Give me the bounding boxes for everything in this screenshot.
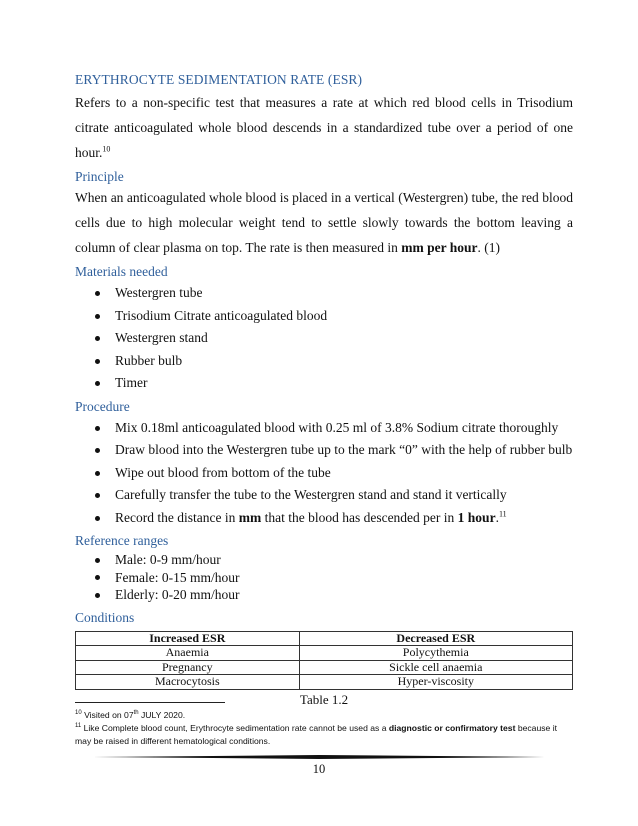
table-cell: Sickle cell anaemia: [299, 660, 572, 675]
procedure-heading: Procedure: [75, 398, 130, 414]
table-cell: Macrocytosis: [76, 675, 300, 690]
footer-divider: [93, 755, 545, 759]
list-item: Mix 0.18ml anticoagulated blood with 0.25 ml of 3.8% Sodium citrate thoroughly: [75, 417, 573, 440]
page-content: [75, 72, 573, 708]
footnotes: [75, 709, 570, 748]
procedure-last-t2: that the blood has descended per in: [261, 509, 458, 525]
list-item: Trisodium Citrate anticoagulated blood: [75, 305, 573, 328]
list-item: Female: 0-15 mm/hour: [75, 569, 573, 587]
principle-bold: mm per hour: [401, 240, 478, 255]
list-item: Timer: [75, 372, 573, 395]
conditions-table: [75, 631, 573, 690]
footnote-ref-11[interactable]: 11: [498, 509, 507, 518]
list-item: Wipe out blood from bottom of the tube: [75, 462, 573, 485]
procedure-list: [75, 417, 573, 530]
list-item: Carefully transfer the tube to the Westergren stand and stand it vertically: [75, 484, 573, 507]
list-item: Westergren tube: [75, 282, 573, 305]
list-item: Male: 0-9 mm/hour: [75, 551, 573, 569]
table-cell: Anaemia: [76, 646, 300, 661]
materials-heading: Materials needed: [75, 264, 168, 279]
footnote-text: Like Complete blood count, Erythrocyte sedimentation rate cannot be used as a: [81, 723, 389, 733]
principle-paragraph: [75, 185, 573, 260]
table-cell: Polycythemia: [299, 646, 572, 661]
procedure-last-t3: .: [495, 509, 499, 525]
footnote-11: [75, 722, 570, 748]
materials-list: [75, 282, 573, 395]
list-item: Elderly: 0-20 mm/hour: [75, 586, 573, 604]
reference-ranges-heading: Reference ranges: [75, 533, 169, 548]
intro-paragraph: [75, 90, 573, 165]
table-row: [76, 675, 573, 690]
page-number: 10: [312, 762, 326, 776]
footnote-10: [75, 709, 570, 722]
table-header-row: [76, 631, 573, 646]
table-header-decreased: Decreased ESR: [299, 631, 572, 646]
table-cell: Pregnancy: [76, 660, 300, 675]
list-item: Rubber bulb: [75, 350, 573, 373]
intro-text: Refers to a non-specific test that measures a rate at which red blood cells in Trisodium citrate anticoagulated whole blood descends in a standardized tube over a period of one hour.: [75, 95, 573, 160]
procedure-last-t1: Record the distance in: [115, 509, 239, 525]
table-row: [76, 646, 573, 661]
table-cell: Hyper-viscosity: [299, 675, 572, 690]
footnote-text: Visited on 07: [81, 710, 134, 720]
footnote-bold: diagnostic or confirmatory test: [388, 723, 516, 733]
reference-ranges-list: [75, 551, 573, 604]
footnote-text: JULY 2020.: [138, 710, 186, 720]
table-row: [76, 660, 573, 675]
section-heading: ERYTHROCYTE SEDIMENTATION RATE (ESR): [75, 72, 363, 87]
procedure-last-b1: mm: [238, 509, 262, 525]
list-item: Westergren stand: [75, 327, 573, 350]
footnote-ref-10[interactable]: 10: [102, 144, 111, 154]
principle-heading: Principle: [75, 169, 124, 184]
list-item: Draw blood into the Westergren tube up to the mark “0” with the help of rubber bulb: [75, 439, 573, 462]
list-item: [75, 507, 573, 530]
footnote-number: 11: [75, 723, 82, 730]
footnote-text: because it may be raised in different hematological conditions.: [75, 723, 558, 746]
footnote-number: 10: [75, 710, 82, 717]
footnote-separator: [75, 702, 225, 703]
principle-text: When an anticoagulated whole blood is placed in a vertical (Westergren) tube, the red blood cells due to high molecular weight tend to settle slowly towards the bottom leaving a column of clear plasma on top. The rate is then measured in: [75, 190, 573, 255]
principle-text-end: . (1): [477, 240, 501, 255]
conditions-heading: Conditions: [75, 609, 135, 625]
table-caption: Table 1.2: [299, 691, 349, 707]
procedure-last-b2: 1 hour: [457, 509, 496, 525]
footnote-sup: th: [133, 710, 139, 717]
table-header-increased: Increased ESR: [76, 631, 300, 646]
